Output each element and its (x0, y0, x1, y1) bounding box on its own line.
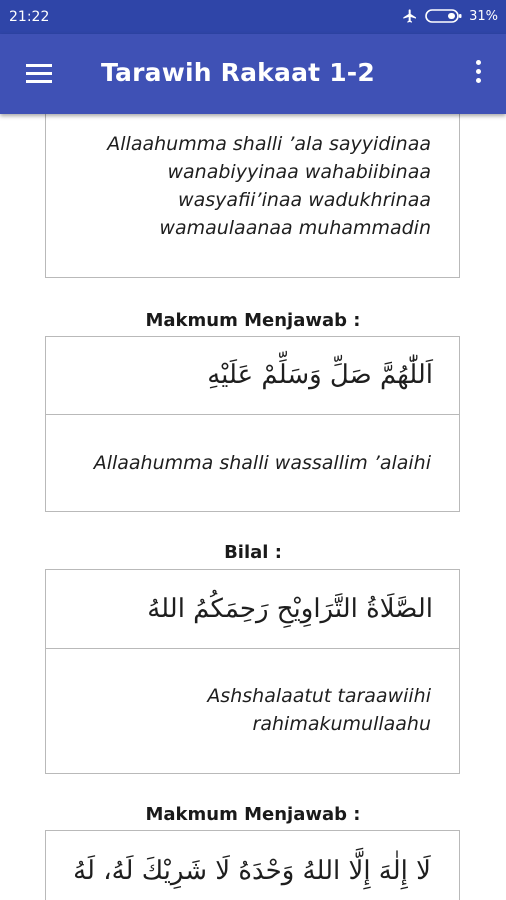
section-label: Bilal : (224, 542, 282, 563)
status-bar (0, 0, 506, 34)
menu-icon[interactable] (24, 62, 54, 86)
prayer-card (45, 830, 460, 900)
latin-text: Allaahumma shalli ’ala sayyidinaa wanabiyyinaa wahabiibinaa wasyafii’inaa wadukhrinaa wamaulaanaa muhammadin (107, 133, 431, 239)
prayer-card (45, 336, 460, 512)
arabic-text: الصَّلَاةُ التَّرَاوِيْحِ رَحِمَكُمُ اللهُ (147, 594, 433, 624)
page-title: Tarawih Rakaat 1-2 (101, 58, 375, 87)
arabic-text: لَا إِلٰهَ إِلَّا اللهُ وَحْدَهُ لَا شَرِيْكَ لَهُ، لَهُ (73, 856, 431, 886)
battery-icon (425, 8, 463, 24)
latin-text: Ashshalaatut taraawiihi rahimakumullaahu (46, 648, 459, 772)
status-icons (401, 8, 498, 24)
more-options-icon[interactable] (472, 60, 484, 88)
section-label: Makmum Menjawab : (145, 310, 361, 331)
airplane-mode-icon (401, 8, 419, 24)
latin-text: Allaahumma shalli wassallim ’alaihi (46, 414, 459, 510)
prayer-card (45, 114, 460, 278)
arabic-text: اَللّٰهُمَّ صَلِّ وَسَلِّمْ عَلَيْهِ (207, 360, 433, 390)
status-time: 21:22 (9, 9, 50, 25)
battery-percent: 31% (469, 8, 498, 24)
section-label: Makmum Menjawab : (145, 804, 361, 825)
app-bar (0, 34, 506, 114)
content-scroll[interactable] (0, 114, 506, 900)
prayer-card (45, 569, 460, 774)
